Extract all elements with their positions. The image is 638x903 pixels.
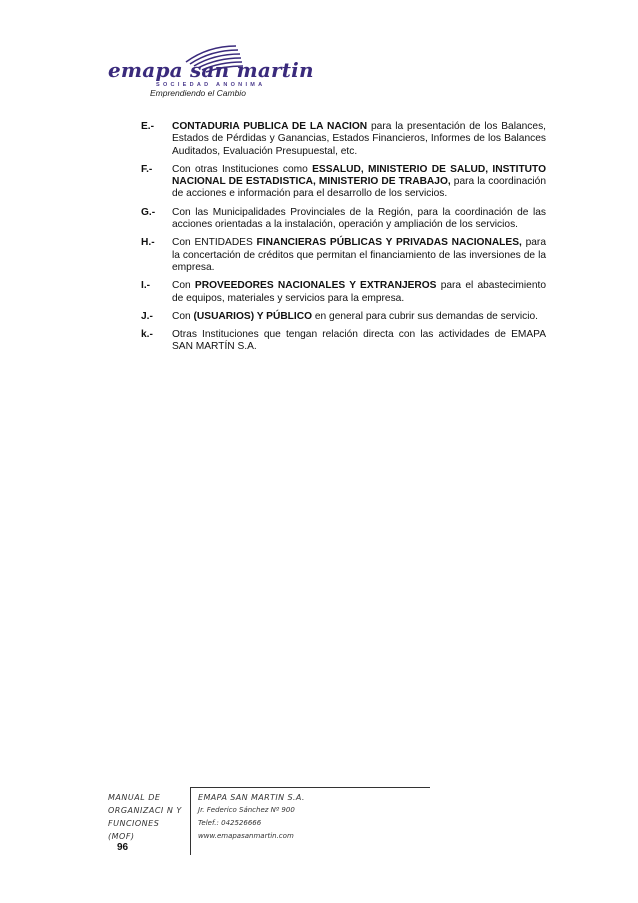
- list-item: [141, 311, 546, 323]
- page-number: 96: [117, 842, 129, 853]
- emphasized-text: CONTADURIA PUBLICA DE LA NACION: [172, 121, 368, 132]
- page-footer: [108, 787, 318, 857]
- list-item-text: [172, 311, 546, 323]
- list-item: [141, 329, 546, 354]
- list-item: [141, 280, 546, 305]
- text-segment: Con: [172, 310, 194, 322]
- text-segment: Otras Instituciones que tengan relación directa con las actividades de EMAPA SAN MARTÍN S.A.: [172, 329, 546, 353]
- text-segment: en general para cubrir sus demandas de servicio.: [312, 310, 538, 322]
- footer-divider: [190, 787, 191, 855]
- list-item: [141, 121, 546, 158]
- footer-address: Jr. Federico Sánchez Nº 900: [198, 806, 295, 814]
- list-item-label: G.-: [141, 206, 156, 218]
- footer-website: www.emapasanmartin.com: [198, 832, 294, 840]
- footer-title-line: ORGANIZACI N Y: [108, 806, 182, 815]
- emphasized-text: ESSALUD, MINISTERIO DE SALUD, INSTITUTO NACIONAL DE ESTADISTICA, MINISTERIO DE TRABAJO,: [172, 163, 546, 188]
- text-segment: Con ENTIDADES: [172, 237, 257, 249]
- text-segment: para la concertación de créditos que permitan el financiamiento de las inversiones de la empresa.: [172, 237, 546, 273]
- list-item-label: k.-: [141, 329, 153, 341]
- text-segment: para la coordinación de acciones e información para el desarrollo de los servicios.: [172, 176, 547, 200]
- logo-wordmark: emapa san martin: [108, 58, 314, 82]
- list-item-label: I.-: [141, 280, 151, 292]
- text-segment: Con: [172, 280, 195, 292]
- text-segment: Con otras Instituciones como: [172, 163, 313, 175]
- list-item-text: [172, 237, 546, 274]
- list-item-text: [172, 207, 546, 232]
- emphasized-text: PROVEEDORES NACIONALES Y EXTRANJEROS: [194, 280, 437, 292]
- list-item-text: [172, 329, 546, 354]
- footer-title-line: (MOF): [108, 832, 135, 841]
- list-item-text: [172, 121, 546, 158]
- text-segment: Con las Municipalidades Provinciales de la Región, para la coordinación de las acciones orientadas a la instalación, operación y ampliación de los servicios.: [172, 206, 546, 231]
- logo-subtitle: SOCIEDAD ANONIMA: [156, 82, 266, 88]
- text-segment: para la presentación de los Balances, Estados de Pérdidas y Ganancias, Estados Financieros, Informes de los Balances Auditados, Evaluación Presupuestal, etc.: [172, 121, 546, 157]
- list-item: [141, 207, 546, 232]
- footer-title-line: FUNCIONES: [108, 819, 160, 828]
- list-item-label: F.-: [141, 163, 153, 175]
- list-item-label: E.-: [141, 121, 155, 132]
- list-item: [141, 237, 546, 274]
- list-item-label: J.-: [141, 310, 153, 322]
- emphasized-text: (USUARIOS) Y PÚBLICO: [193, 310, 313, 322]
- list-item-label: H.-: [141, 237, 155, 249]
- list-item: [141, 164, 546, 201]
- list-item-text: [172, 164, 546, 201]
- institution-list: [141, 121, 546, 360]
- footer-phone: Telef.: 042526666: [198, 819, 262, 827]
- list-item-text: [172, 280, 546, 305]
- footer-document-title: [108, 791, 188, 843]
- footer-title-line: MANUAL DE: [108, 793, 161, 802]
- emphasized-text: FINANCIERAS PÚBLICAS Y PRIVADAS NACIONALES,: [256, 237, 522, 249]
- company-logo: [108, 40, 314, 110]
- footer-company: EMAPA SAN MARTIN S.A.: [198, 793, 305, 802]
- footer-contact: [198, 791, 328, 843]
- footer-divider: [190, 787, 430, 788]
- text-segment: para el abastecimiento de equipos, materiales y servicios para la empresa.: [172, 280, 546, 304]
- logo-tagline: Emprendiendo el Cambio: [150, 88, 246, 98]
